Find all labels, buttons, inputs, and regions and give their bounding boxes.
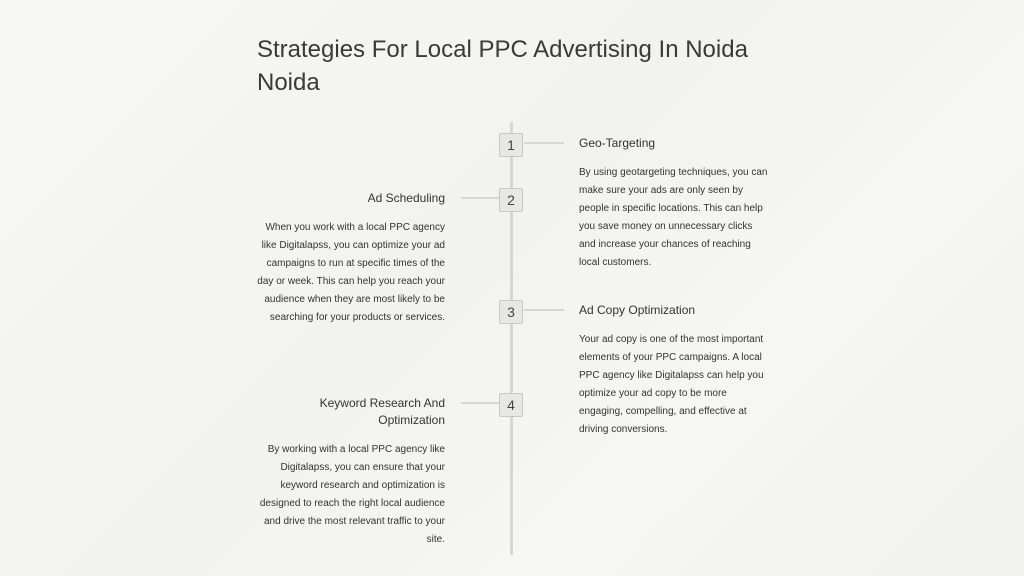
step-heading-ad-copy-optimization: Ad Copy Optimization xyxy=(579,303,696,317)
step-heading-ad-scheduling: Ad Scheduling xyxy=(367,191,445,205)
step-number-1: 1 xyxy=(499,133,523,157)
step-description-keyword-research: By working with a local PPC agency like Digitalapss, you can ensure that your keyword research and optimization is designed to reach the right local audience and drive the most relevant traffic to your site. xyxy=(259,444,445,545)
connector-4 xyxy=(461,402,499,404)
connector-1 xyxy=(524,142,564,144)
step-number-2: 2 xyxy=(499,188,523,212)
page-title: Strategies For Local PPC Advertising In Noida Noida xyxy=(257,36,748,96)
step-heading-geo-targeting: Geo-Targeting xyxy=(579,136,656,150)
step-description-ad-scheduling: When you work with a local PPC agency like Digitalapss, you can optimize your ad campaigns to run at specific times of the day or week. This can help you reach your audience when they are most likely to be searching for your products or services. xyxy=(257,222,445,323)
step-number-4: 4 xyxy=(499,393,523,417)
connector-3 xyxy=(524,309,564,311)
step-number-3: 3 xyxy=(499,300,523,324)
timeline-line xyxy=(510,122,513,555)
step-heading-keyword-research: Keyword Research And Optimization xyxy=(319,396,445,427)
step-description-geo-targeting: By using geotargeting techniques, you can make sure your ads are only seen by people in specific locations. This can help you save money on unnecessary clicks and increase your chances of reaching local customers. xyxy=(579,167,768,268)
connector-2 xyxy=(461,197,499,199)
step-description-ad-copy-optimization: Your ad copy is one of the most important elements of your PPC campaigns. A local PPC agency like Digitalapss can help you optimize your ad copy to be more engaging, compelling, and effective at driving conversions. xyxy=(579,334,764,435)
